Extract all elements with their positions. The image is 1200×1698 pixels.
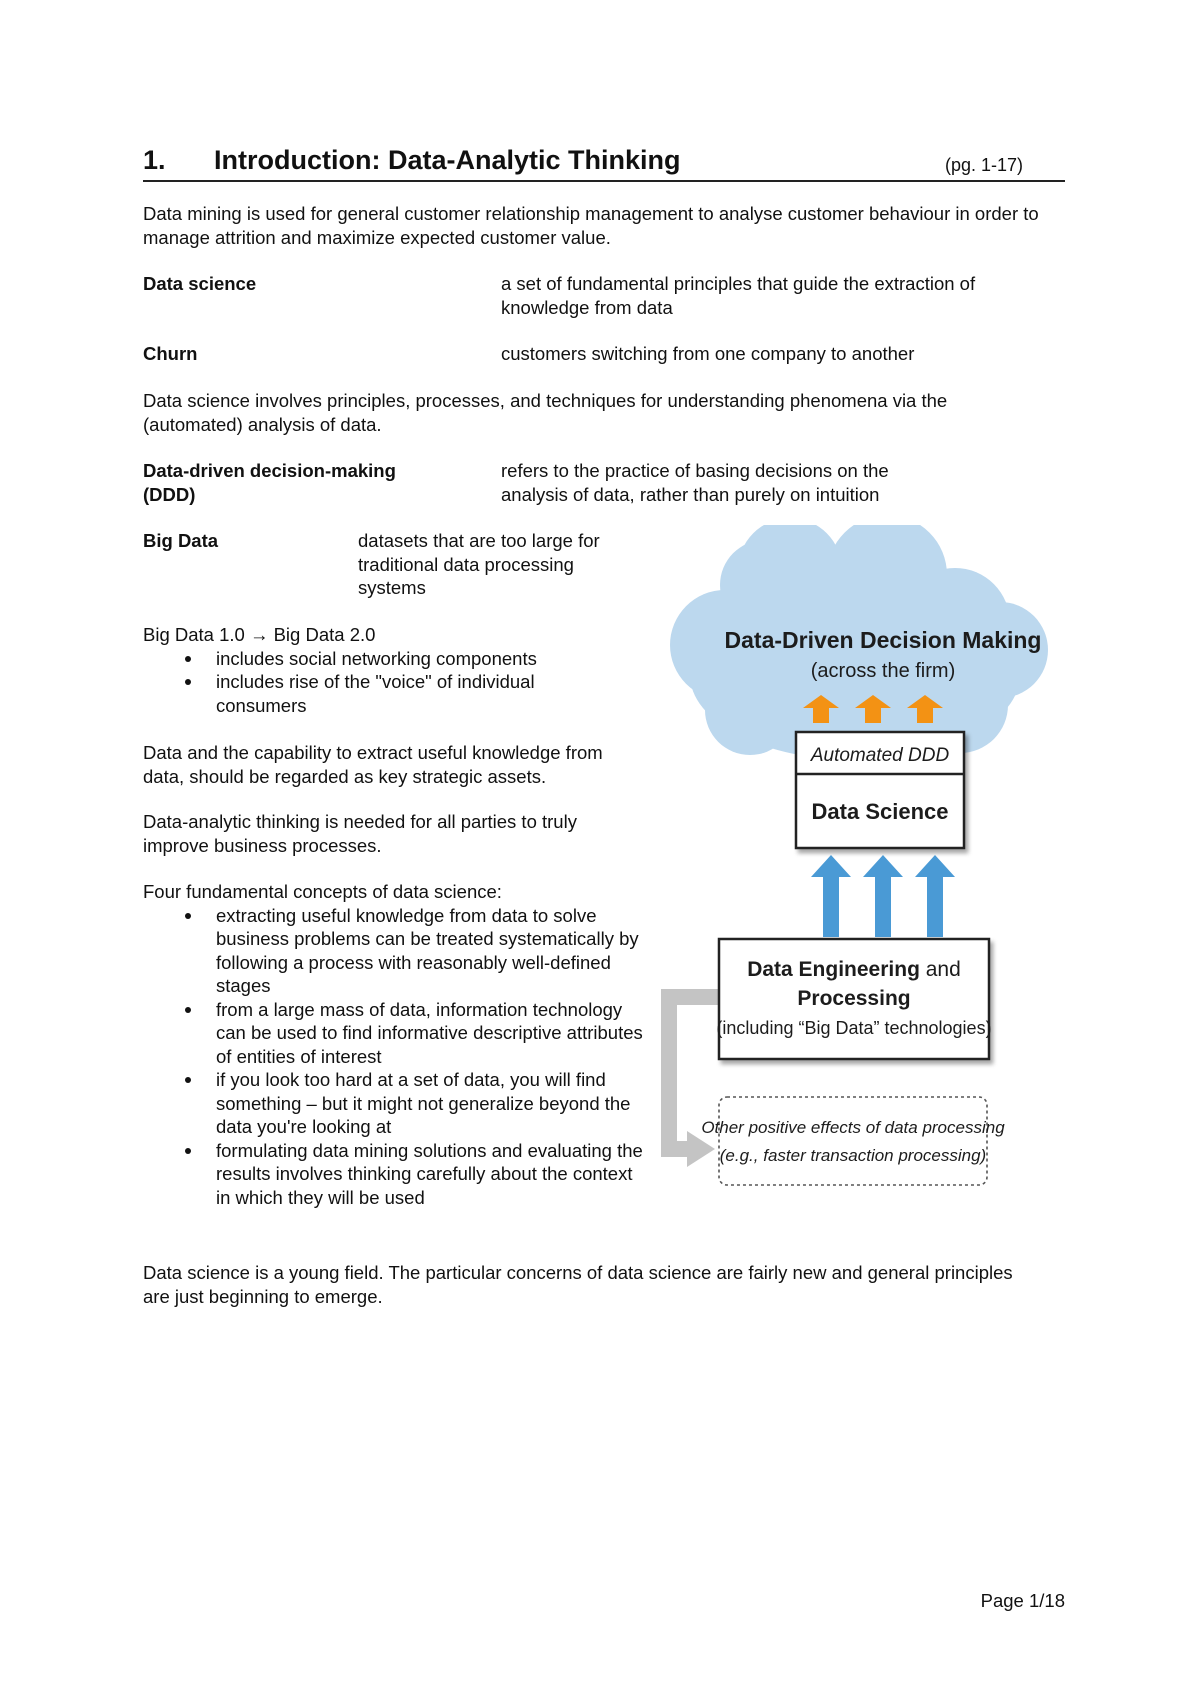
thinking-paragraph: Data-analytic thinking is needed for all parties to truly improve business processes. [143, 811, 577, 856]
automated-ddd-label: Automated DDD [810, 745, 950, 766]
closing-paragraph: Data science is a young field. The particular concerns of data science are fairly new and general principles are just beginning to emerge. [143, 1262, 1013, 1307]
section-title: Introduction: Data-Analytic Thinking [214, 145, 681, 175]
engineering-bold1: Data Engineering [747, 958, 920, 981]
page-number: Page 1/18 [980, 1590, 1065, 1611]
ddd-diagram [655, 525, 1055, 1195]
definition-big-data: datasets that are too large for traditional data processing systems [358, 530, 600, 598]
list-item: extracting useful knowledge from data to solve business problems can be treated systematically by following a process with reasonably well-defined stages [143, 904, 643, 998]
term-ddd-line2: (DDD) [143, 483, 196, 505]
term-ddd [143, 459, 396, 506]
term-data-science: Data science [143, 273, 257, 294]
term-big-data: Big Data [143, 530, 219, 551]
definition-ddd: refers to the practice of basing decisions on the analysis of data, rather than purely on intuition [501, 460, 889, 505]
concepts-list [143, 904, 643, 1210]
page-range: (pg. 1-17) [944, 155, 1023, 175]
list-item: formulating data mining solutions and evaluating the results involves thinking carefully about the context in which they will be used [143, 1139, 643, 1210]
blue-arrows [811, 855, 955, 937]
big-data-versions-heading: Big Data 1.0 → Big Data 2.0 [143, 624, 376, 645]
definition-churn: customers switching from one company to another [501, 343, 915, 364]
list-item: includes rise of the "voice" of individual consumers [143, 670, 583, 717]
arrow-up-icon [811, 855, 851, 937]
other-effects-line1: Other positive effects of data processing [701, 1118, 1005, 1137]
data-science-paragraph: Data science involves principles, processes, and techniques for understanding phenomena via the (automated) analysis of data. [143, 390, 948, 435]
assets-paragraph: Data and the capability to extract useful knowledge from data, should be regarded as key strategic assets. [143, 742, 603, 787]
list-item: if you look too hard at a set of data, you will find something – but it might not generalize beyond the data you're looking at [143, 1068, 643, 1139]
data-science-label: Data Science [811, 799, 949, 824]
other-effects-line2: (e.g., faster transaction processing) [719, 1146, 987, 1165]
term-ddd-line1: Data-driven decision-making [143, 460, 396, 481]
term-churn: Churn [143, 343, 198, 364]
big-data-versions-list [143, 647, 583, 718]
list-item: includes social networking components [143, 647, 583, 671]
arrow-up-icon [863, 855, 903, 937]
section-number: 1. [143, 145, 166, 175]
orange-arrows [803, 695, 943, 723]
engineering-and: and [919, 958, 961, 981]
list-item: from a large mass of data, information technology can be used to find informative descriptive attributes of entities of interest [143, 998, 643, 1069]
definition-data-science: a set of fundamental principles that guide the extraction of knowledge from data [501, 273, 976, 318]
intro-paragraph: Data mining is used for general customer relationship management to analyse customer behaviour in order to manage attrition and maximize expected customer value. [143, 203, 1039, 248]
grey-loop-arrow [661, 989, 727, 1167]
concepts-section [143, 880, 643, 1209]
engineering-subtitle: (including “Big Data” technologies) [716, 1018, 992, 1038]
section-heading [143, 144, 1065, 182]
concepts-heading: Four fundamental concepts of data science: [143, 881, 502, 902]
engineering-line2: Processing [797, 987, 911, 1010]
cloud-title: Data-Driven Decision Making [724, 627, 1042, 653]
engineering-line1 [747, 958, 961, 981]
other-effects-box [719, 1097, 987, 1185]
cloud-subtitle: (across the firm) [810, 660, 956, 682]
big-data-versions [143, 623, 583, 717]
arrow-up-icon [915, 855, 955, 937]
